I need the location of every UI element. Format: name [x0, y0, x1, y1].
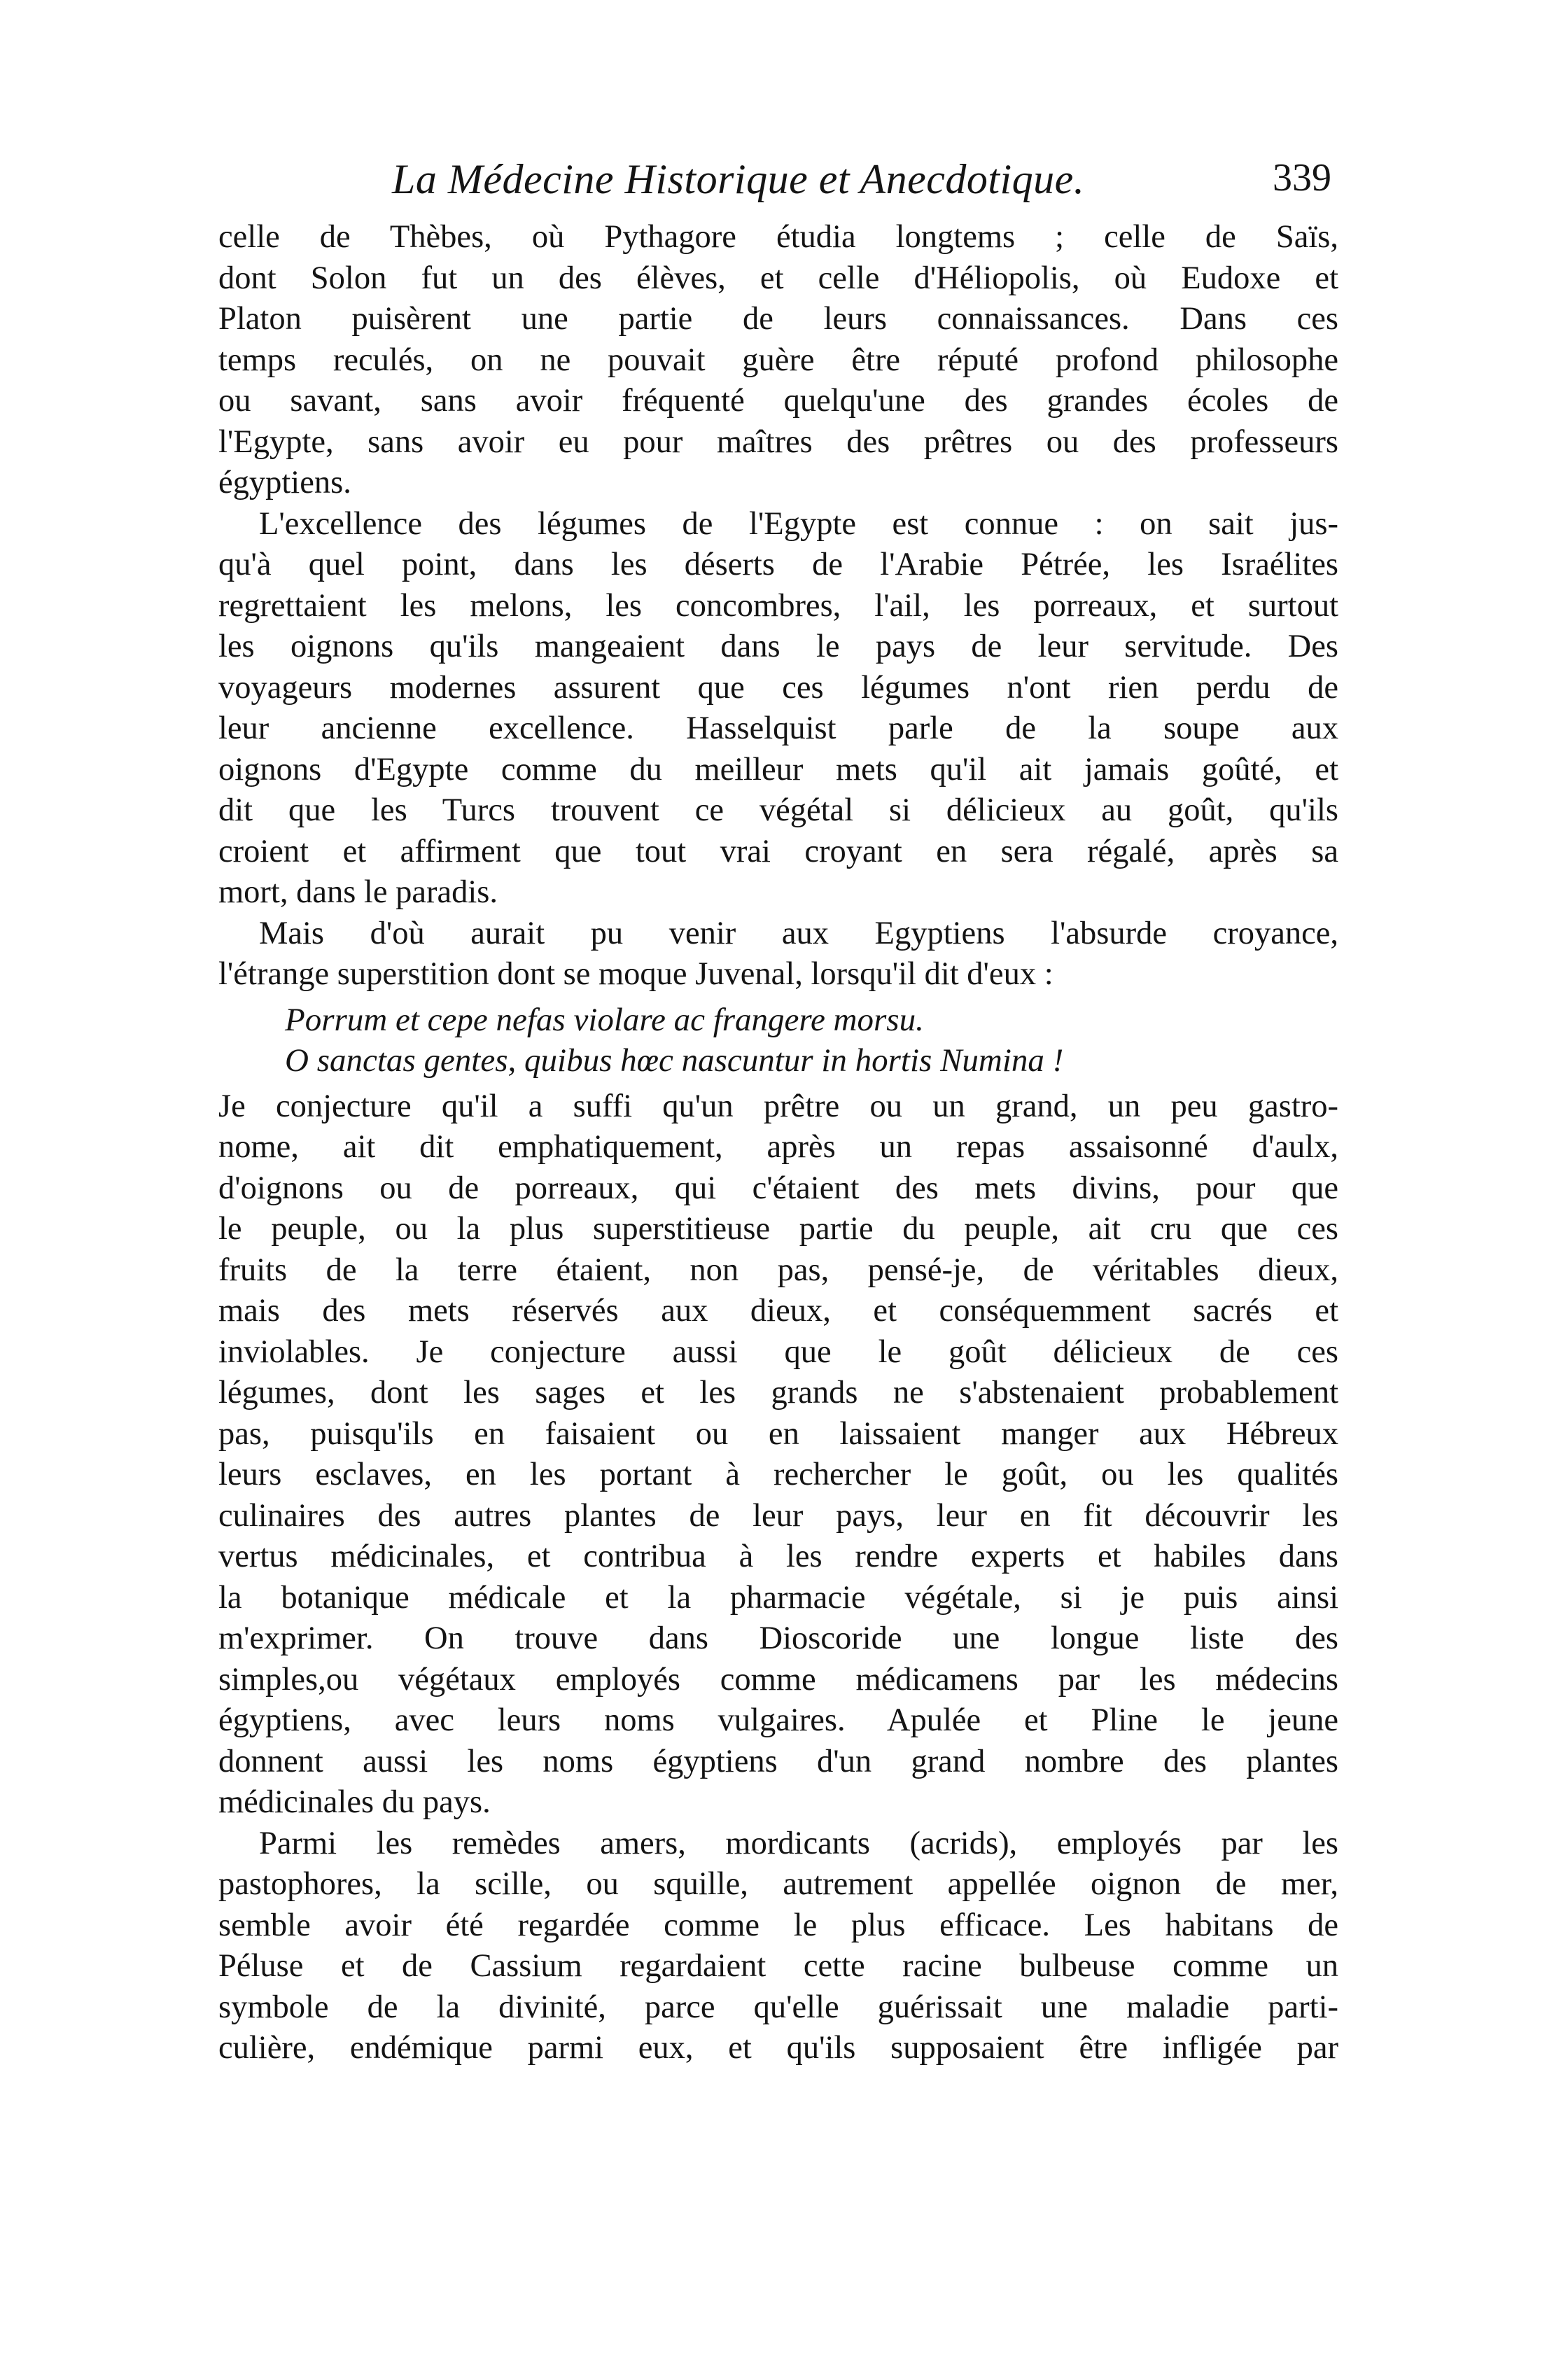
text-line: Platon puisèrent une partie de leurs connaissances. Dans ces — [218, 301, 1338, 337]
text-line: oignons d'Egypte comme du meilleur mets qu'il ait jamais goûté, et — [218, 751, 1338, 788]
text-line: d'oignons ou de porreaux, qui c'étaient des mets divins, pour que — [218, 1170, 1338, 1206]
running-head-title: La Médecine Historique et Anecdotique. — [392, 156, 1085, 202]
text-line: donnent aussi les noms égyptiens d'un grand nombre des plantes — [218, 1743, 1338, 1779]
text-line: culinaires des autres plantes de leur pays, leur en fit découvrir les — [218, 1497, 1338, 1534]
text-line: Mais d'où aurait pu venir aux Egyptiens l'absurde croyance, — [259, 915, 1338, 951]
text-line: inviolables. Je conjecture aussi que le goût délicieux de ces — [218, 1334, 1338, 1370]
text-line: qu'à quel point, dans les déserts de l'Arabie Pétrée, les Israélites — [218, 547, 1338, 582]
text-line: les oignons qu'ils mangeaient dans le pays de leur servitude. Des — [218, 629, 1338, 664]
text-line: voyageurs modernes assurent que ces légumes n'ont rien perdu de — [218, 669, 1338, 706]
text-line: légumes, dont les sages et les grands ne s'abstenaient probablement — [218, 1375, 1338, 1410]
text-line: vertus médicinales, et contribua à les rendre experts et habiles dans — [218, 1539, 1338, 1574]
text-line: simples,ou végétaux employés comme médicamens par les médecins — [218, 1661, 1338, 1698]
text-line: l'étrange superstition dont se moque Juvenal, lorsqu'il dit d'eux : — [218, 956, 1054, 992]
text-line: L'excellence des légumes de l'Egypte est connue : on sait jus- — [259, 505, 1338, 542]
paragraph — [218, 504, 1338, 913]
text-line: nome, ait dit emphatiquement, après un repas assaisonné d'aulx, — [218, 1129, 1338, 1165]
text-line: égyptiens. — [218, 465, 351, 500]
body-text — [218, 217, 1338, 2069]
text-line: pastophores, la scille, ou squille, autrement appellée oignon de mer, — [218, 1866, 1338, 1902]
paragraph — [218, 1086, 1338, 1823]
text-line: croient et affirment que tout vrai croyant en sera régalé, après sa — [218, 833, 1338, 869]
text-line: leur ancienne excellence. Hasselquist parle de la soupe aux — [218, 710, 1338, 746]
text-line: culière, endémique parmi eux, et qu'ils supposaient être infligée par — [218, 2030, 1338, 2066]
text-line: symbole de la divinité, parce qu'elle guérissait une maladie parti- — [218, 1989, 1338, 2025]
text-line: mort, dans le paradis. — [218, 874, 498, 910]
text-line: dont Solon fut un des élèves, et celle d'Héliopolis, où Eudoxe et — [218, 260, 1338, 296]
text-line: Je conjecture qu'il a suffi qu'un prêtre ou un grand, un peu gastro- — [218, 1088, 1338, 1124]
paragraph — [218, 913, 1338, 995]
text-line: pas, puisqu'ils en faisaient ou en laissaient manger aux Hébreux — [218, 1415, 1338, 1452]
text-line: mais des mets réservés aux dieux, et conséquemment sacrés et — [218, 1293, 1338, 1329]
quote-line: O sanctas gentes, quibus hœc nascuntur in hortis Numina ! — [285, 1042, 1064, 1079]
quote-line: Porrum et cepe nefas violare ac frangere morsu. — [285, 1001, 924, 1038]
page-number: 339 — [1273, 156, 1331, 200]
text-line: égyptiens, avec leurs noms vulgaires. Apulée et Pline le jeune — [218, 1702, 1338, 1738]
text-line: l'Egypte, sans avoir eu pour maîtres des prêtres ou des professeurs — [218, 424, 1338, 460]
text-line: fruits de la terre étaient, non pas, pensé-je, de véritables dieux, — [218, 1252, 1338, 1288]
text-line: ou savant, sans avoir fréquenté quelqu'une des grandes écoles de — [218, 383, 1338, 419]
text-line: temps reculés, on ne pouvait guère être réputé profond philosophe — [218, 342, 1338, 378]
paragraph — [218, 1823, 1338, 2069]
text-line: leurs esclaves, en les portant à rechercher le goût, ou les qualités — [218, 1457, 1338, 1492]
latin-verse-quote — [218, 1000, 1338, 1081]
text-line: médicinales du pays. — [218, 1784, 491, 1820]
text-line: celle de Thèbes, où Pythagore étudia longtems ; celle de Saïs, — [218, 219, 1338, 255]
text-line: Péluse et de Cassium regardaient cette racine bulbeuse comme un — [218, 1948, 1338, 1984]
text-line: semble avoir été regardée comme le plus efficace. Les habitans de — [218, 1907, 1338, 1943]
book-page — [218, 140, 1338, 2069]
text-line: regrettaient les melons, les concombres, l'ail, les porreaux, et surtout — [218, 587, 1338, 624]
text-line: m'exprimer. On trouve dans Dioscoride une longue liste des — [218, 1620, 1338, 1656]
running-head — [218, 140, 1338, 217]
text-line: le peuple, ou la plus superstitieuse partie du peuple, ait cru que ces — [218, 1211, 1338, 1247]
text-line: la botanique médicale et la pharmacie végétale, si je puis ainsi — [218, 1579, 1338, 1616]
paragraph — [218, 217, 1338, 504]
text-line: Parmi les remèdes amers, mordicants (acrids), employés par les — [259, 1825, 1338, 1861]
text-line: dit que les Turcs trouvent ce végétal si délicieux au goût, qu'ils — [218, 792, 1338, 828]
